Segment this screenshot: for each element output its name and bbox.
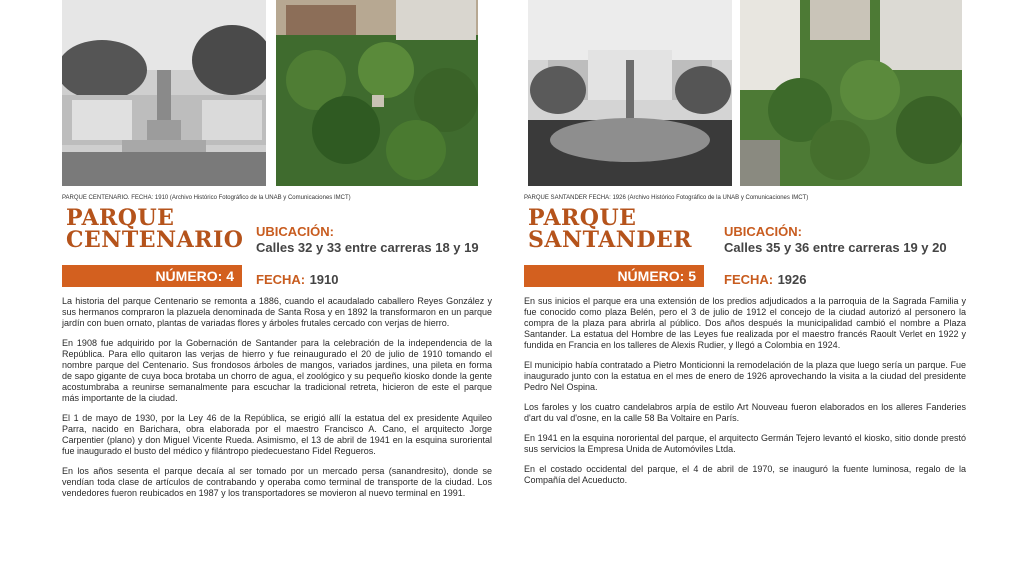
paragraph: El 1 de mayo de 1930, por la Ley 46 de la República, se erigió allí la estatua del ex presidente Aquileo Parra, nacido en Barichara, obra elaborada por el maestro Francisco A. Cano, el arquitecto Jorge Carpentier (plano) y don Miguel Vicente Rueda. Asimismo, el 13 de abril de 1941 en la esquina suroriental fue inaugurado el busto del médico y filántropo piedecuestano Fidel Regueros.	[62, 413, 492, 456]
number-badge: NÚMERO: 5	[524, 265, 704, 287]
photo-caption: PARQUE SANTANDER FECHA: 1926 (Archivo Histórico Fotográfico de la UNAB y Comunicaciones IMCT)	[524, 195, 809, 201]
park-title	[66, 207, 243, 251]
paragraph: Los faroles y los cuatro candelabros arpía de estilo Art Nouveau fueron elaborados en los alleres Fanderies d'art du val d'osne, en la calle 58 Ba Voltaire en París.	[524, 402, 966, 423]
paragraph: En 1941 en la esquina nororiental del parque, el arquitecto Germán Tejero levantó el kiosko, sitio donde prestó sus servicios la Empresa Unida de Automóviles Ltda.	[524, 433, 966, 454]
page-parque-centenario	[62, 0, 492, 576]
date-value: 1910	[309, 272, 339, 287]
aerial-photo-centenario	[276, 0, 478, 186]
photo-caption: PARQUE CENTENARIO. FECHA: 1910 (Archivo Histórico Fotográfico de la UNAB y Comunicaciones IMCT)	[62, 195, 351, 201]
paragraph: En los años sesenta el parque decaía al ser tomado por un mercado persa (sanandresito), donde se vendían toda clase de artículos de contrabando y operaba como terminal de transporte de la ciudad. Los vendedores fueron reubicados en 1987 y los transportadores se movieron al nuevo terminal en 1991.	[62, 466, 492, 498]
paragraph: El municipio había contratado a Pietro Monticionni la remodelación de la plaza que luego sería un parque. Fue inaugurado junto con la estatua en el mes de enero de 1926 aprovechando la visita a la ciudad del presidente Pedro Nel Ospina.	[524, 360, 966, 392]
title-line-2: CENTENARIO	[66, 227, 244, 253]
page-parque-santander	[524, 0, 966, 576]
body-text	[524, 296, 966, 495]
title-line-2: SANTANDER	[528, 227, 693, 253]
aerial-photo-santander	[740, 0, 962, 186]
number-badge: NÚMERO: 4	[62, 265, 242, 287]
photo-row	[62, 0, 492, 186]
date-row	[256, 271, 338, 289]
body-text	[62, 296, 492, 508]
paragraph: La historia del parque Centenario se remonta a 1886, cuando el acaudalado caballero Reyes González y sus hermanos compraron la plazuela denominada de Santa Rosa y en 1892 la transformaron en un parque jardín con buen ornato, plantas de variadas flores y árboles frutales cercado con verjas de hierro.	[62, 296, 492, 328]
historic-photo-santander	[528, 0, 732, 186]
title-line-1: PARQUE	[66, 205, 175, 231]
paragraph: En el costado occidental del parque, el 4 de abril de 1970, se inauguró la fuente luminosa, regalo de la Compañía del Acueducto.	[524, 464, 966, 485]
title-line-1: PARQUE	[528, 205, 637, 231]
date-value: 1926	[777, 272, 807, 287]
location-label: UBICACIÓN:	[256, 224, 334, 239]
date-label: FECHA:	[256, 272, 306, 287]
paragraph: En sus inicios el parque era una extensión de los predios adjudicados a la parroquia de la Sagrada Familia y fue conocido como plaza Belén, pero el 3 de julio de 1912 el concejo de la ciudad autorizó al personero la compra de la plaza para abrirla al público. Dos años después la municipalidad cambió el nombre a Plaza Santander. La estatua del Hombre de las Leyes fue realizada por el maestro francés Raoult Verlet en 1922 y fundida en Francia en los talleres de Alexis Rudier, y llegó a Colombia en 1924.	[524, 296, 966, 350]
location-value: Calles 32 y 33 entre carreras 18 y 19	[256, 240, 479, 255]
location-label: UBICACIÓN:	[724, 224, 802, 239]
photo-row	[524, 0, 966, 186]
location-value: Calles 35 y 36 entre carreras 19 y 20	[724, 240, 947, 255]
date-row	[724, 271, 806, 289]
paragraph: En 1908 fue adquirido por la Gobernación de Santander para la celebración de la independencia de la República. Para ello quitaron las verjas de hierro y fue reinaugurado el 20 de julio de 1910 tomando el nombre parque del Centenario. Sus frondosos árboles de mangos, variados jardines, una pileta en forma de sapo gigante de cuya boca brotaba un chorro de agua, el zoológico y su pequeño kiosko donde la gente acostumbraba a reunirse semanalmente para escuchar la tradicional retreta, hicieron de este el parque más importante de la ciudad.	[62, 338, 492, 403]
historic-photo-centenario	[62, 0, 266, 186]
park-title	[528, 207, 692, 251]
date-label: FECHA:	[724, 272, 774, 287]
